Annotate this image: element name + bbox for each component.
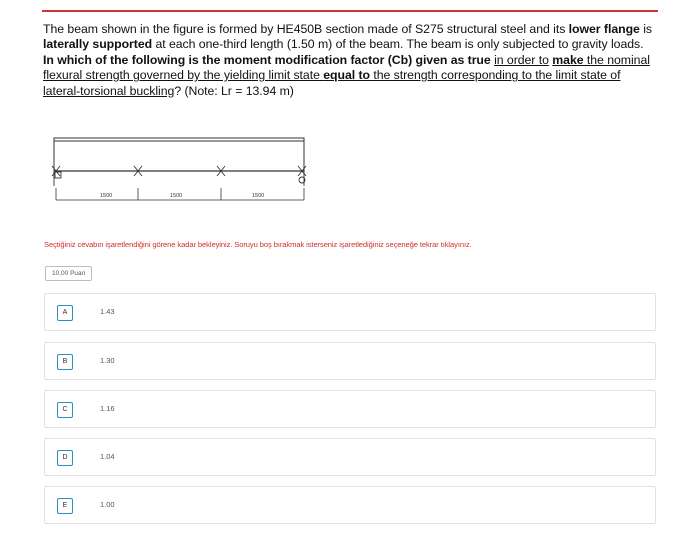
beam-web (54, 141, 304, 171)
option-letter[interactable]: D (57, 450, 73, 466)
points-badge: 10,00 Puan (45, 266, 92, 281)
option-letter[interactable]: E (57, 498, 73, 514)
option-a[interactable] (44, 293, 656, 331)
option-value: 1.04 (100, 452, 115, 461)
dimension-label-2: 1500 (170, 193, 183, 199)
option-letter[interactable]: B (57, 354, 73, 370)
option-value: 1.16 (100, 404, 115, 413)
option-d[interactable] (44, 438, 656, 476)
question-text: The beam shown in the figure is formed by HE450B section made of S275 structural steel and its lower flange is laterally supported at each one-third length (1.50 m) of the beam. The beam is only subjected to gravity loads. In which of the following is the moment modification factor (Cb) given as true in order to make the nominal flexural strength governed by the yielding limit state equal to the strength corresponding to the limit state of lateral-torsional buckling? (Note: Lr = 13.94 m) (43, 22, 652, 98)
dimension-label-3: 1500 (252, 193, 265, 199)
option-b[interactable] (44, 342, 656, 380)
option-value: 1.00 (100, 500, 115, 509)
dimension-label-1: 1500 (100, 193, 113, 199)
beam-figure (40, 128, 320, 218)
option-value: 1.30 (100, 356, 115, 365)
option-c[interactable] (44, 390, 656, 428)
option-e[interactable] (44, 486, 656, 524)
top-divider (42, 10, 658, 12)
answer-instruction: Seçtiğiniz cevabın işaretlendiğini görene kadar bekleyiniz. Soruyu boş bırakmak isterseniz işaretlediğiniz seçeneğe tekrar tıklayınız. (44, 240, 472, 249)
option-letter[interactable]: A (57, 305, 73, 321)
option-letter[interactable]: C (57, 402, 73, 418)
option-value: 1.43 (100, 307, 115, 316)
